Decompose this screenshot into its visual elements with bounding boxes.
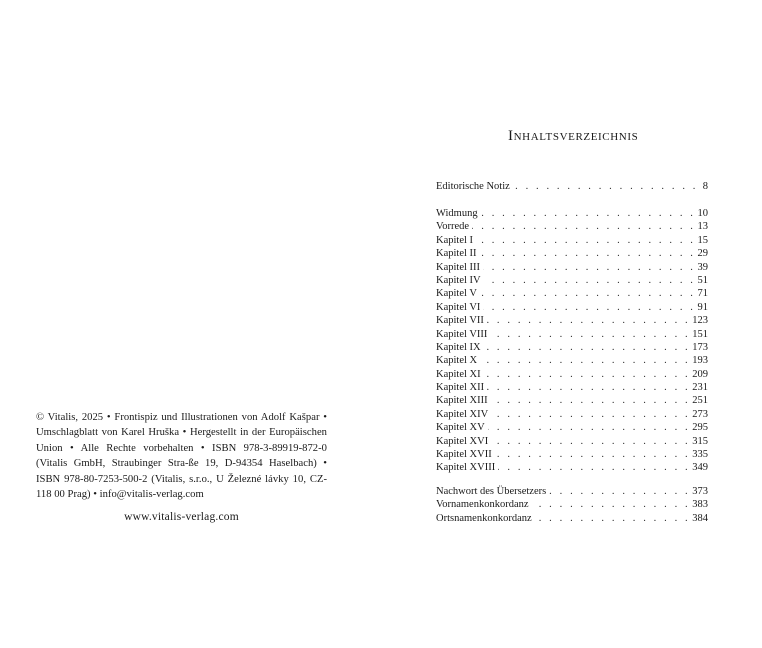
toc-entry-label: Kapitel IV — [436, 274, 481, 286]
toc-entry[interactable] — [436, 314, 708, 327]
toc-entry-page-number: 273 — [692, 408, 708, 420]
toc-entry-page-number: 295 — [692, 422, 708, 434]
toc-entry-label: Kapitel XVIII — [436, 462, 496, 474]
toc-leader-dots — [491, 408, 690, 421]
toc-group-front-matter — [436, 180, 708, 193]
toc-entry[interactable] — [436, 485, 708, 498]
toc-leader-dots — [481, 207, 696, 220]
toc-title-rest: NHALTSVERZEICHNIS — [513, 131, 639, 143]
toc-entry-label: Vorrede — [436, 221, 470, 233]
toc-entry-page-number: 173 — [692, 341, 708, 353]
toc-leader-dots — [532, 498, 691, 511]
toc-entry[interactable] — [436, 301, 708, 314]
toc-leader-dots — [484, 368, 691, 381]
toc-entry-page-number: 209 — [692, 368, 708, 380]
toc-entry[interactable] — [436, 328, 708, 341]
toc-entry-page-number: 335 — [692, 449, 708, 461]
toc-leader-dots — [535, 512, 691, 525]
toc-leader-dots — [480, 287, 696, 300]
toc-entry-page-number: 151 — [692, 328, 708, 340]
toc-leader-dots — [472, 220, 695, 233]
toc-entry[interactable] — [436, 448, 708, 461]
toc-entry[interactable] — [436, 261, 708, 274]
toc-leader-dots — [491, 435, 690, 448]
toc-leader-dots — [480, 354, 690, 367]
toc-entry-label: Kapitel IX — [436, 341, 481, 353]
toc-entry-label: Ortsnamenkonkordanz — [436, 512, 532, 524]
toc-entry-label: Kapitel XV — [436, 422, 485, 434]
toc-entry-label: Kapitel XI — [436, 368, 481, 380]
toc-entry[interactable] — [436, 180, 708, 193]
toc-group-chapters — [436, 207, 708, 475]
toc-entry[interactable] — [436, 287, 708, 300]
toc-entry-label: Kapitel VI — [436, 301, 481, 313]
toc-entry[interactable] — [436, 207, 708, 220]
toc-entry[interactable] — [436, 274, 708, 287]
toc-entry-label: Kapitel XVII — [436, 449, 492, 461]
toc-entry-page-number: 13 — [697, 221, 708, 233]
toc-entry-label: Nachwort des Übersetzers — [436, 486, 547, 497]
toc-leader-dots — [484, 341, 691, 354]
toc-entry[interactable] — [436, 435, 708, 448]
toc-entry-page-number: 231 — [692, 382, 708, 394]
toc-entry-page-number: 51 — [697, 274, 708, 286]
toc-leader-dots — [484, 274, 696, 287]
toc-leader-dots — [513, 180, 698, 193]
toc-title — [508, 128, 638, 145]
toc-leader-dots — [483, 261, 695, 274]
toc-entry[interactable] — [436, 247, 708, 260]
toc-entry-label: Kapitel III — [436, 261, 481, 273]
toc-entry[interactable] — [436, 498, 708, 511]
toc-entry[interactable] — [436, 408, 708, 421]
toc-entry-page-number: 123 — [692, 315, 708, 327]
toc-entry-label: Vornamenkonkordanz — [436, 499, 529, 511]
imprint-text: © Vitalis, 2025 • Frontispiz und Illustrationen von Adolf Kašpar • Umschlagblatt von Karel Hruška • Hergestellt in der Europäischen Union • Alle Rechte vorbehalten • ISBN 978-3-89919-872-0 (Vitalis GmbH, Straubinger Stra-ße 19, D-94354 Haselbach) • ISBN 978-80-7253-500-2 (Vitalis, s.r.o., U Železné lávky 10, CZ-118 00 Prag) • info@vitalis-verlag.com — [36, 412, 327, 501]
toc-title-initial: I — [508, 128, 514, 144]
toc-entry-label: Kapitel XIII — [436, 395, 488, 407]
right-page — [381, 0, 762, 648]
toc-entry[interactable] — [436, 381, 708, 394]
toc-entry-page-number: 10 — [697, 208, 708, 219]
toc-entry[interactable] — [436, 220, 708, 233]
publisher-website[interactable]: www.vitalis-verlag.com — [124, 511, 239, 523]
toc-entry-label: Kapitel V — [436, 288, 477, 300]
toc-entry-page-number: 71 — [697, 288, 708, 300]
toc-entry-page-number: 384 — [692, 512, 708, 524]
toc-entry-label: Kapitel X — [436, 355, 478, 367]
toc-entry-page-number: 383 — [692, 499, 708, 511]
toc-entry[interactable] — [436, 394, 708, 407]
toc-leader-dots — [487, 314, 690, 327]
toc-leader-dots — [476, 234, 695, 247]
toc-leader-dots — [483, 301, 695, 314]
toc-entry-page-number: 29 — [697, 248, 708, 260]
toc-entry-label: Kapitel VII — [436, 315, 484, 327]
toc-group-back-matter — [436, 485, 708, 525]
toc-entry-label: Kapitel I — [436, 234, 474, 246]
toc-leader-dots — [490, 328, 690, 341]
toc-entry[interactable] — [436, 234, 708, 247]
toc-entry-page-number: 251 — [692, 395, 708, 407]
toc-entry[interactable] — [436, 368, 708, 381]
toc-entry-page-number: 91 — [697, 301, 708, 313]
toc-leader-dots — [495, 448, 691, 461]
toc-entry-page-number: 39 — [697, 261, 708, 273]
toc-leader-dots — [491, 394, 691, 407]
toc-entry-label: Kapitel II — [436, 248, 477, 260]
toc-entry-page-number: 349 — [692, 462, 708, 474]
toc-entry-label: Kapitel XVI — [436, 435, 489, 447]
toc-leader-dots — [487, 381, 690, 394]
toc-entry-label: Widmung — [436, 208, 478, 219]
toc-leader-dots — [480, 247, 696, 260]
toc-entry-label: Kapitel XII — [436, 382, 485, 394]
toc-entry[interactable] — [436, 461, 708, 474]
toc-entry[interactable] — [436, 341, 708, 354]
toc-entry[interactable] — [436, 354, 708, 367]
toc-entry-page-number: 15 — [697, 234, 708, 246]
toc-entry-label: Kapitel VIII — [436, 328, 488, 340]
toc-entry-label: Kapitel XIV — [436, 408, 489, 420]
toc-entry-page-number: 315 — [692, 435, 708, 447]
toc-entry-label: Editorische Notiz — [436, 181, 510, 192]
toc-entry-page-number: 8 — [702, 181, 708, 192]
toc-leader-dots — [488, 421, 691, 434]
toc-entry-page-number: 373 — [692, 486, 708, 497]
toc-entry[interactable] — [436, 512, 708, 525]
toc-leader-dots — [498, 461, 690, 474]
toc-leader-dots — [549, 485, 690, 498]
toc-entry-page-number: 193 — [692, 355, 708, 367]
toc-entry[interactable] — [436, 421, 708, 434]
